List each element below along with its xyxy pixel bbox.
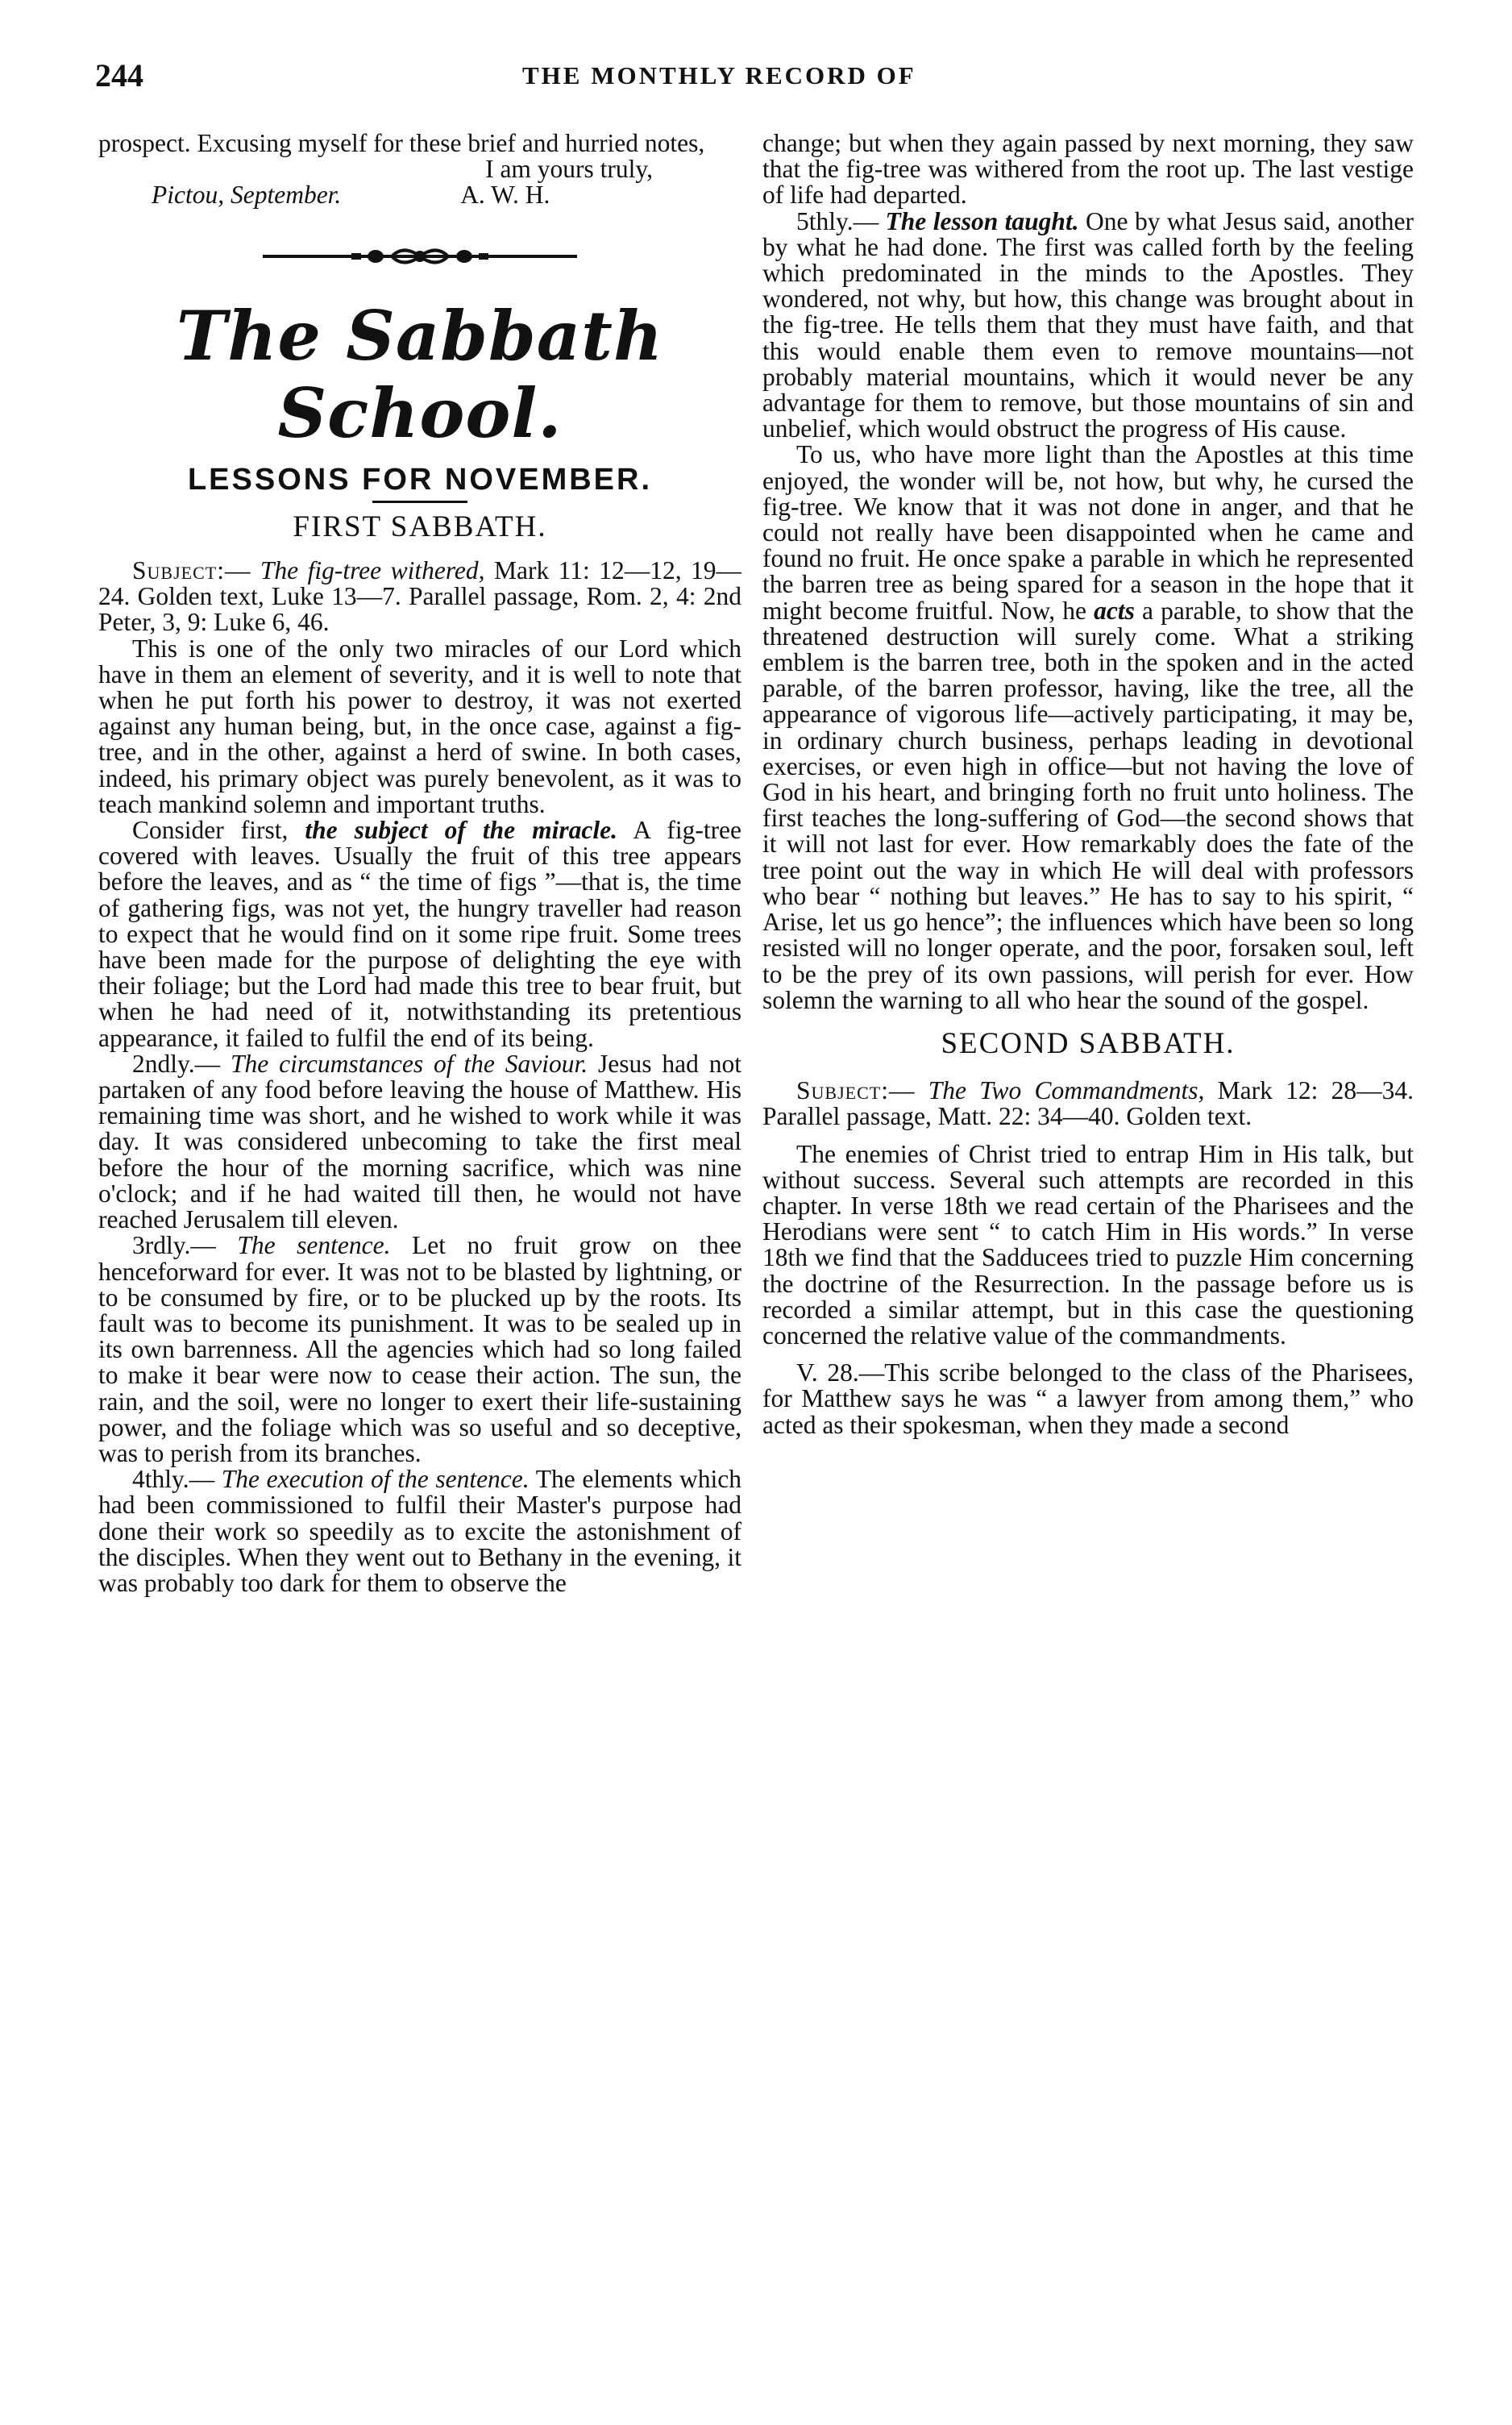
page-number: 244	[95, 57, 143, 94]
paragraph	[98, 1233, 741, 1466]
subject-label: Subject:—	[132, 556, 251, 585]
paragraph: V. 28.—This scribe belonged to the class of the Pharisees, for Matthew says he was “ a lawyer from among them,” who acted as their spokesman, when they made a second	[762, 1358, 1414, 1439]
paragraph-body: The elements which had been commissioned to fulfil their Master's purpose had done their work so speedily as to excite the astonishment of the disciples. When they went out to Bethany in the evening, it was probably too dark for them to observe the	[98, 1465, 742, 1597]
paragraph-body: One by what Jesus said, another by what he had done. The first was called forth by the feeling which predominated in the minds to the Apostles. They wondered, not why, but how, this change was brought about in the fig-tree. He tells them that they must have faith, and that this would enable them even to remove mountains—not probably material mountains, which it would never be any advantage for them to remove, but those mountains of sin and unbelief, which would obstruct the progress of His cause.	[762, 206, 1414, 443]
running-header: THE MONTHLY RECORD OF	[522, 61, 916, 89]
letter-signature	[98, 182, 741, 208]
paragraph-body: A fig-tree covered with leaves. Usually the fruit of this tree appears before the leaves, and as “ the time of figs ”—that is, the time of gathering figs, was not yet, the hungry traveller had reason to expect that he would find on it some ripe fruit. Some trees have been made for the purpose of delighting the eye with their foliage; but the Lord had made this tree to bear fruit, but when he had need of it, notwithstanding its pretentious appearance, it failed to fulfil the end of its being.	[98, 816, 742, 1052]
letter-closing-text: prospect. Excusing myself for these brief and hurried notes,	[98, 129, 705, 157]
right-column	[762, 131, 1414, 1438]
paragraph-emphasis: acts	[1094, 596, 1135, 625]
heading-rule	[372, 501, 467, 503]
subject-title: The fig-tree withered,	[260, 556, 485, 585]
paragraph: This is one of the only two miracles of our Lord which have in them an element of severity, and it is well to note that when he put forth his power to destroy, it was not exerted against any human being, but, in the once case, against a fig-tree, and in the other, against a herd of swine. In both cases, indeed, his primary object was purely benevolent, as it was to teach mankind solemn and important truths.	[98, 634, 741, 818]
paragraph-lead: Consider first,	[132, 816, 289, 845]
paragraph-emphasis: The sentence.	[237, 1231, 391, 1260]
second-sabbath-subject	[762, 1078, 1414, 1129]
paragraph	[98, 1051, 741, 1233]
paragraph-body: Jesus had not partaken of any food before leaving the house of Matthew. His remaining time was short, and he wished to work while it was day. It was considered unbecoming to take the first meal before the hour of the morning sacrifice, which was nine o'clock; and if he had waited till then, he would not have reached Jerusalem till eleven.	[98, 1049, 741, 1234]
paragraph	[98, 1466, 741, 1596]
subject-references: Mark 12: 28—34. Parallel passage, Matt. 22: 34—40. Golden text.	[762, 1076, 1414, 1131]
paragraph	[98, 817, 741, 1051]
paragraph-lead: 2ndly.—	[132, 1049, 221, 1078]
paragraph-emphasis: the subject of the miracle.	[305, 816, 618, 845]
left-column	[98, 131, 741, 1596]
paragraph-lead: 3rdly.—	[132, 1231, 216, 1260]
first-sabbath-subject	[98, 558, 741, 636]
paragraph-lead: 4thly.—	[132, 1465, 215, 1494]
letter-place: Pictou, September.	[152, 181, 342, 210]
paragraph-emphasis: The lesson taught.	[885, 206, 1079, 235]
subject-label: Subject:—	[796, 1076, 916, 1105]
ornamental-divider-icon	[263, 244, 577, 268]
second-sabbath-heading: SECOND SABBATH.	[941, 1026, 1236, 1060]
paragraph-emphasis: The circumstances of the Saviour.	[230, 1049, 588, 1078]
paragraph: The enemies of Christ tried to entrap Him in His talk, but without success. Several such attempts are recorded in this chapter. In verse 18th we read certain of the Pharisees and the Herodians were sent “ to catch Him in His words.” In verse 18th we find that the Sadducees tried to puzzle Him concerning the doctrine of the Resurrection. In the passage before us is recorded a similar attempt, but in this case the questioning concerned the relative value of the commandments.	[762, 1139, 1414, 1350]
letter-valediction: I am yours truly,	[485, 155, 653, 184]
paragraph-lead: To us, who have more light than the Apostles at this time enjoyed, the wonder will be, not how, but why, he cursed the fig-tree. We know that it was not done in anger, and that he could not really have been disappointed when he came and found no fruit. He once spake a parable in which he represented the barren tree as being spared for a season in the hope that it might become fruitful. Now, he	[762, 440, 1414, 625]
paragraph	[762, 206, 1414, 443]
paragraph	[762, 442, 1414, 1013]
paragraph-emphasis: The execution of the sentence.	[221, 1465, 530, 1494]
section-title: The Sabbath School.	[176, 295, 664, 453]
paragraph-lead: 5thly.—	[796, 206, 879, 235]
lessons-heading: LESSONS FOR NOVEMBER.	[187, 462, 653, 497]
paragraph: change; but when they again passed by next morning, they saw that the fig-tree was withered from the root up. The last vestige of life had departed.	[762, 129, 1414, 210]
subject-references: Mark 11: 12—12, 19—24. Golden text, Luke 13—7. Parallel passage, Rom. 2, 4: 2nd Peter, 3, 9: Luke 6, 46.	[98, 556, 742, 637]
subject-title: The Two Commandments,	[928, 1076, 1205, 1105]
letter-initials: A. W. H.	[460, 181, 550, 210]
paragraph-body: a parable, to show that the threatened destruction will surely come. What a striking emblem is the barren tree, both in the spoken and in the acted parable, of the barren professor, having, like the tree, all the appearance of vigorous life—actively participating, it may be, in ordinary church business, perhaps leading in devotional exercises, or even high in office—but not having the love of God in his heart, and bringing forth no fruit unto holiness. The first teaches the long-suffering of God—the second shows that it will not last for ever. How remarkably does the fate of the tree point out the way in which He will deal with professors who bear “ nothing but leaves.” He has to say to his spirit, “ Arise, let us go hence”; the influences which have been so long resisted will no longer operate, and the poor, forsaken soul, left to be the prey of its own passions, will perish for ever. How solemn the warning to all who hear the sound of the gospel.	[762, 596, 1414, 1014]
first-sabbath-heading: FIRST SABBATH.	[293, 510, 547, 543]
paragraph-body: Let no fruit grow on thee henceforward for ever. It was not to be blasted by lightning, or to be consumed by fire, or to be plucked up by the roots. Its fault was to become its punishment. It was to be sealed up in its own barrenness. All the agencies which had so long failed to make it bear were now to cease their action. The sun, the rain, and the soil, were no longer to exert their life-sustaining power, and the foliage which was so useful and so deceptive, was to perish from its branches.	[98, 1231, 742, 1467]
